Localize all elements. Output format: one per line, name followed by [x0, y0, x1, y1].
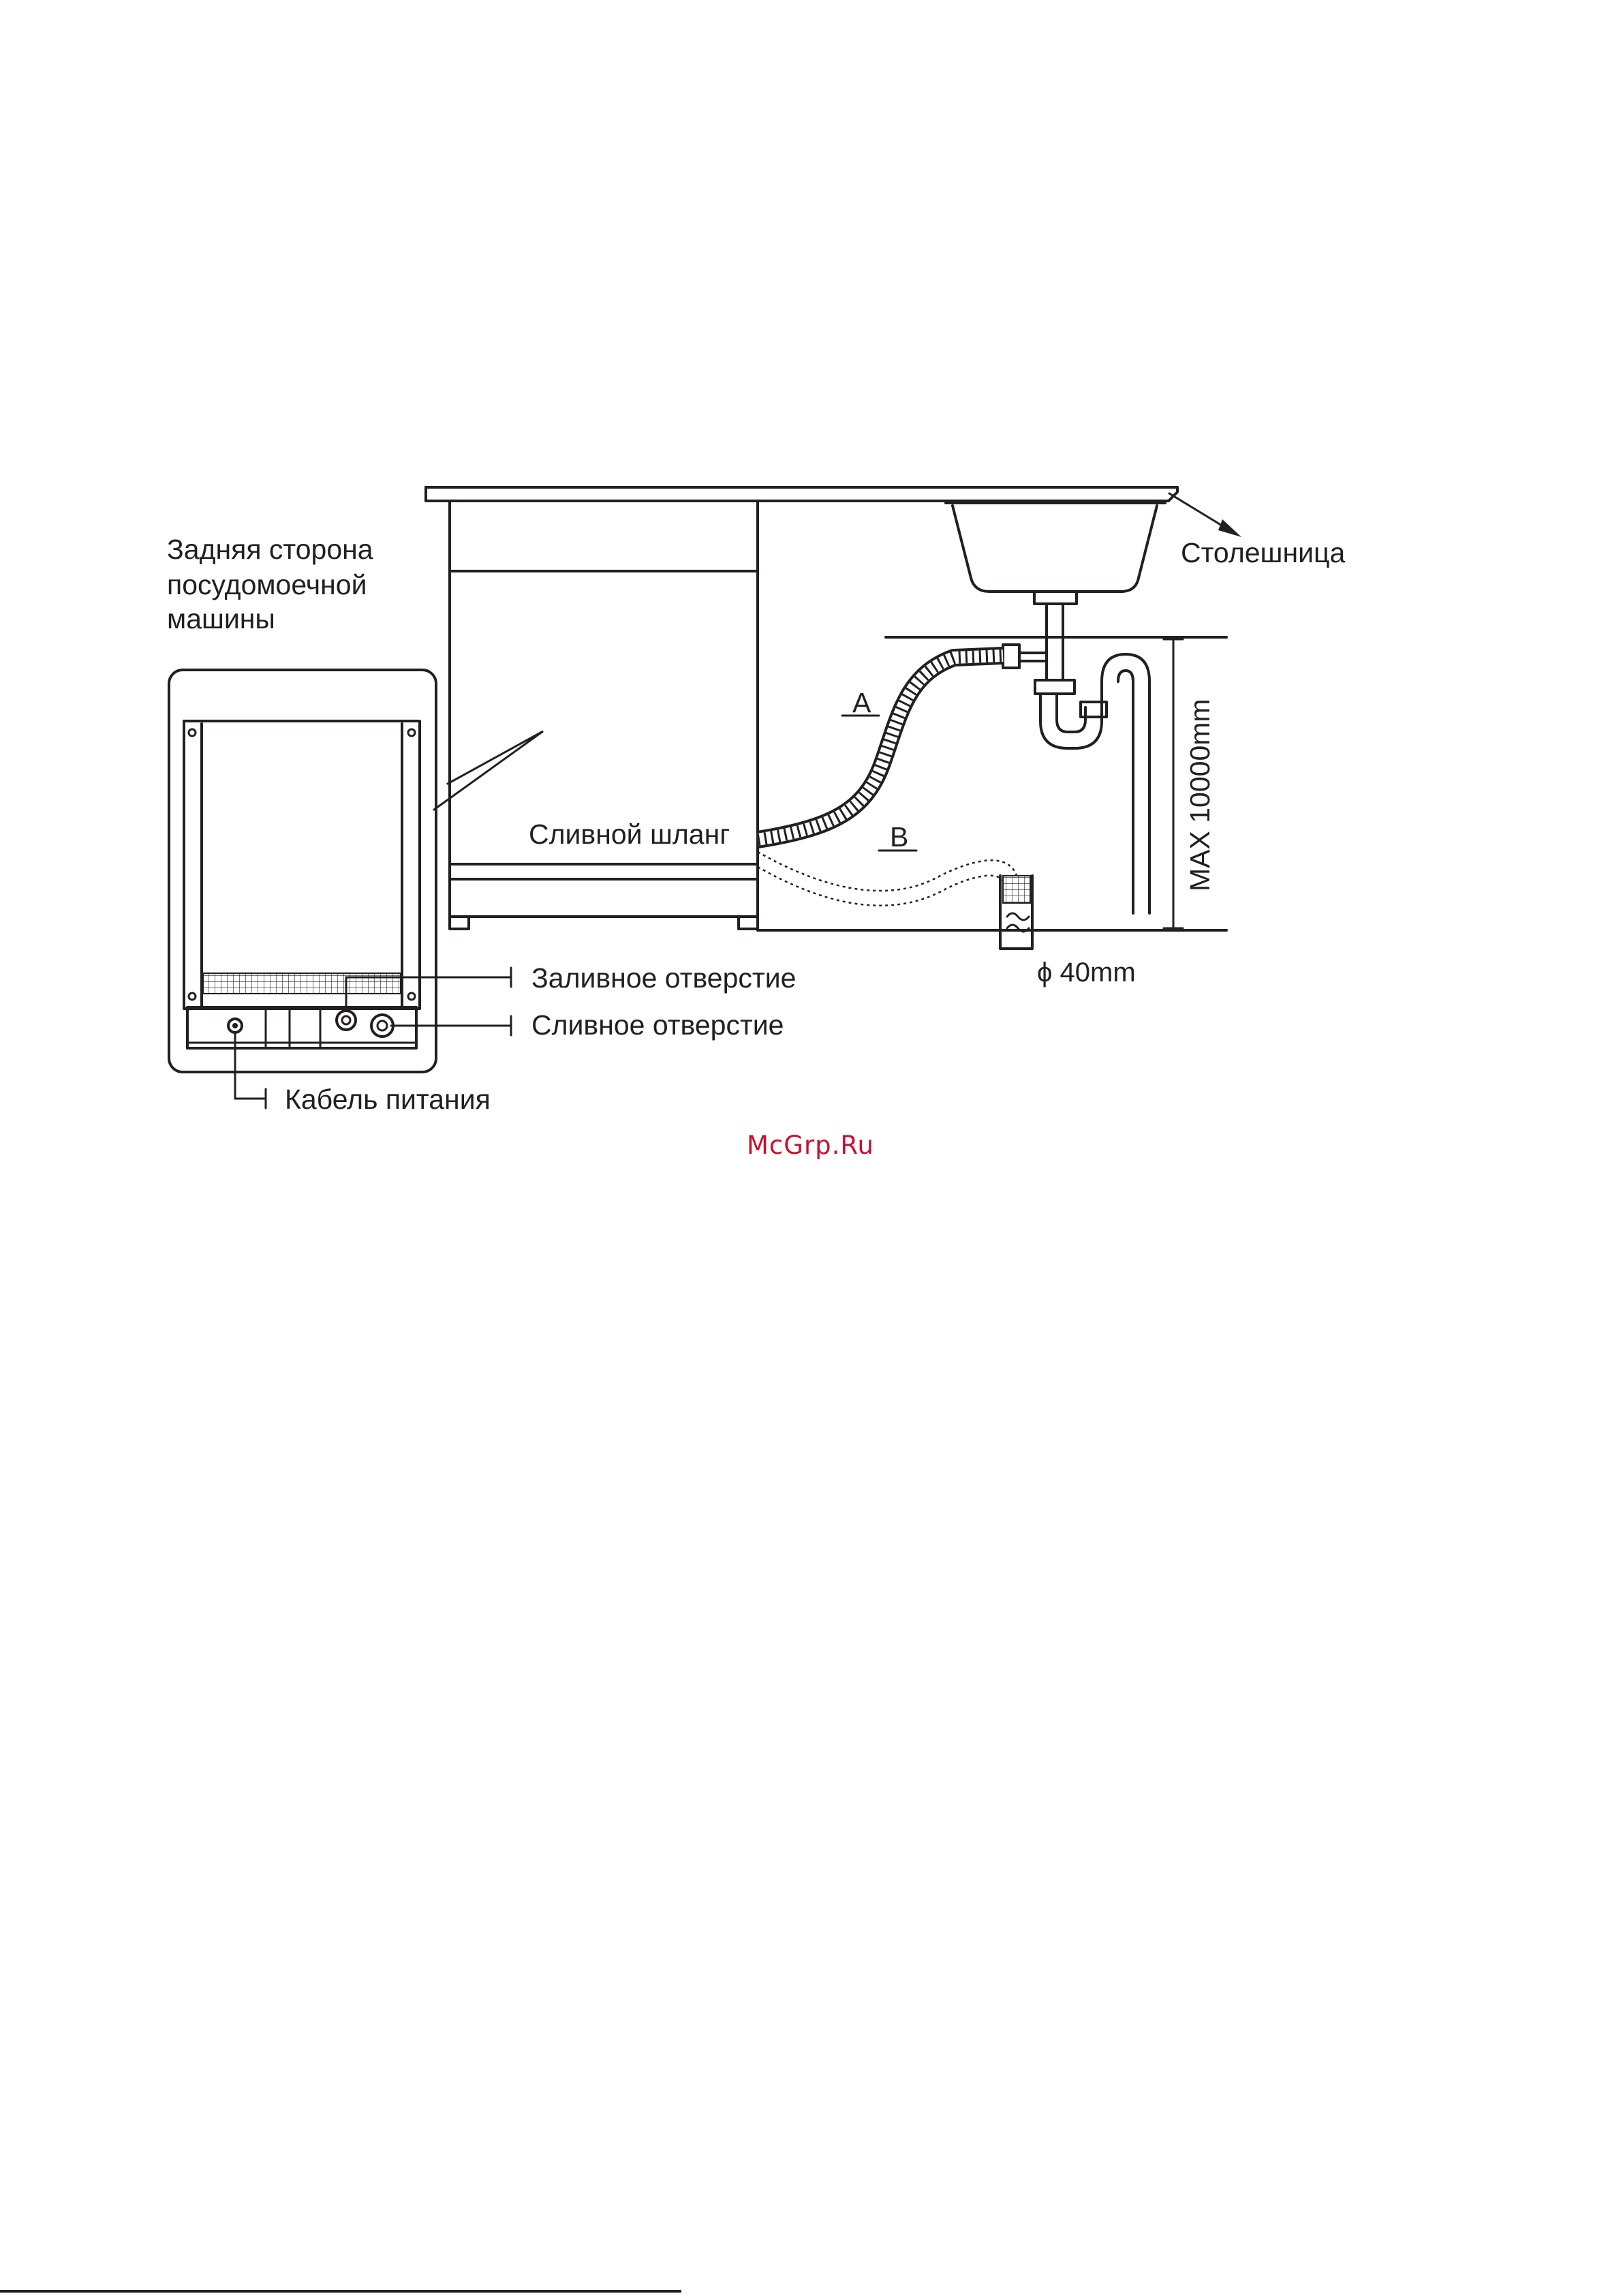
inlet-label: Заливное отверстие	[531, 962, 797, 994]
back-side-title-line1: Задняя сторона	[167, 534, 373, 565]
drain-hose-a	[758, 656, 1003, 840]
back-side-title-line2: посудомоечной	[167, 569, 367, 600]
back-side-title-line3: машины	[167, 603, 275, 634]
floor-drain	[1000, 876, 1032, 949]
max-height-label: MAX 10000mm	[1184, 699, 1216, 891]
countertop-pointer-arrowhead	[1218, 519, 1241, 537]
countertop-label: Столешница	[1181, 537, 1346, 568]
marker-b: B	[890, 821, 909, 853]
dishwasher-body	[450, 501, 758, 929]
back-side-panel	[169, 670, 436, 1072]
drain-hose-label: Сливной шланг	[529, 818, 730, 850]
siphon	[1003, 645, 1149, 913]
max-height-dimension	[1164, 639, 1183, 928]
drain-hose-b	[758, 852, 1017, 906]
power-cable-label: Кабель питания	[285, 1084, 491, 1115]
outlet-label: Сливное отверстие	[531, 1009, 784, 1041]
diameter-label: ϕ 40mm	[1037, 958, 1136, 988]
marker-a: A	[852, 687, 871, 718]
sink	[946, 503, 1165, 647]
watermark: McGrp.Ru	[747, 1131, 874, 1160]
countertop	[426, 487, 1177, 501]
